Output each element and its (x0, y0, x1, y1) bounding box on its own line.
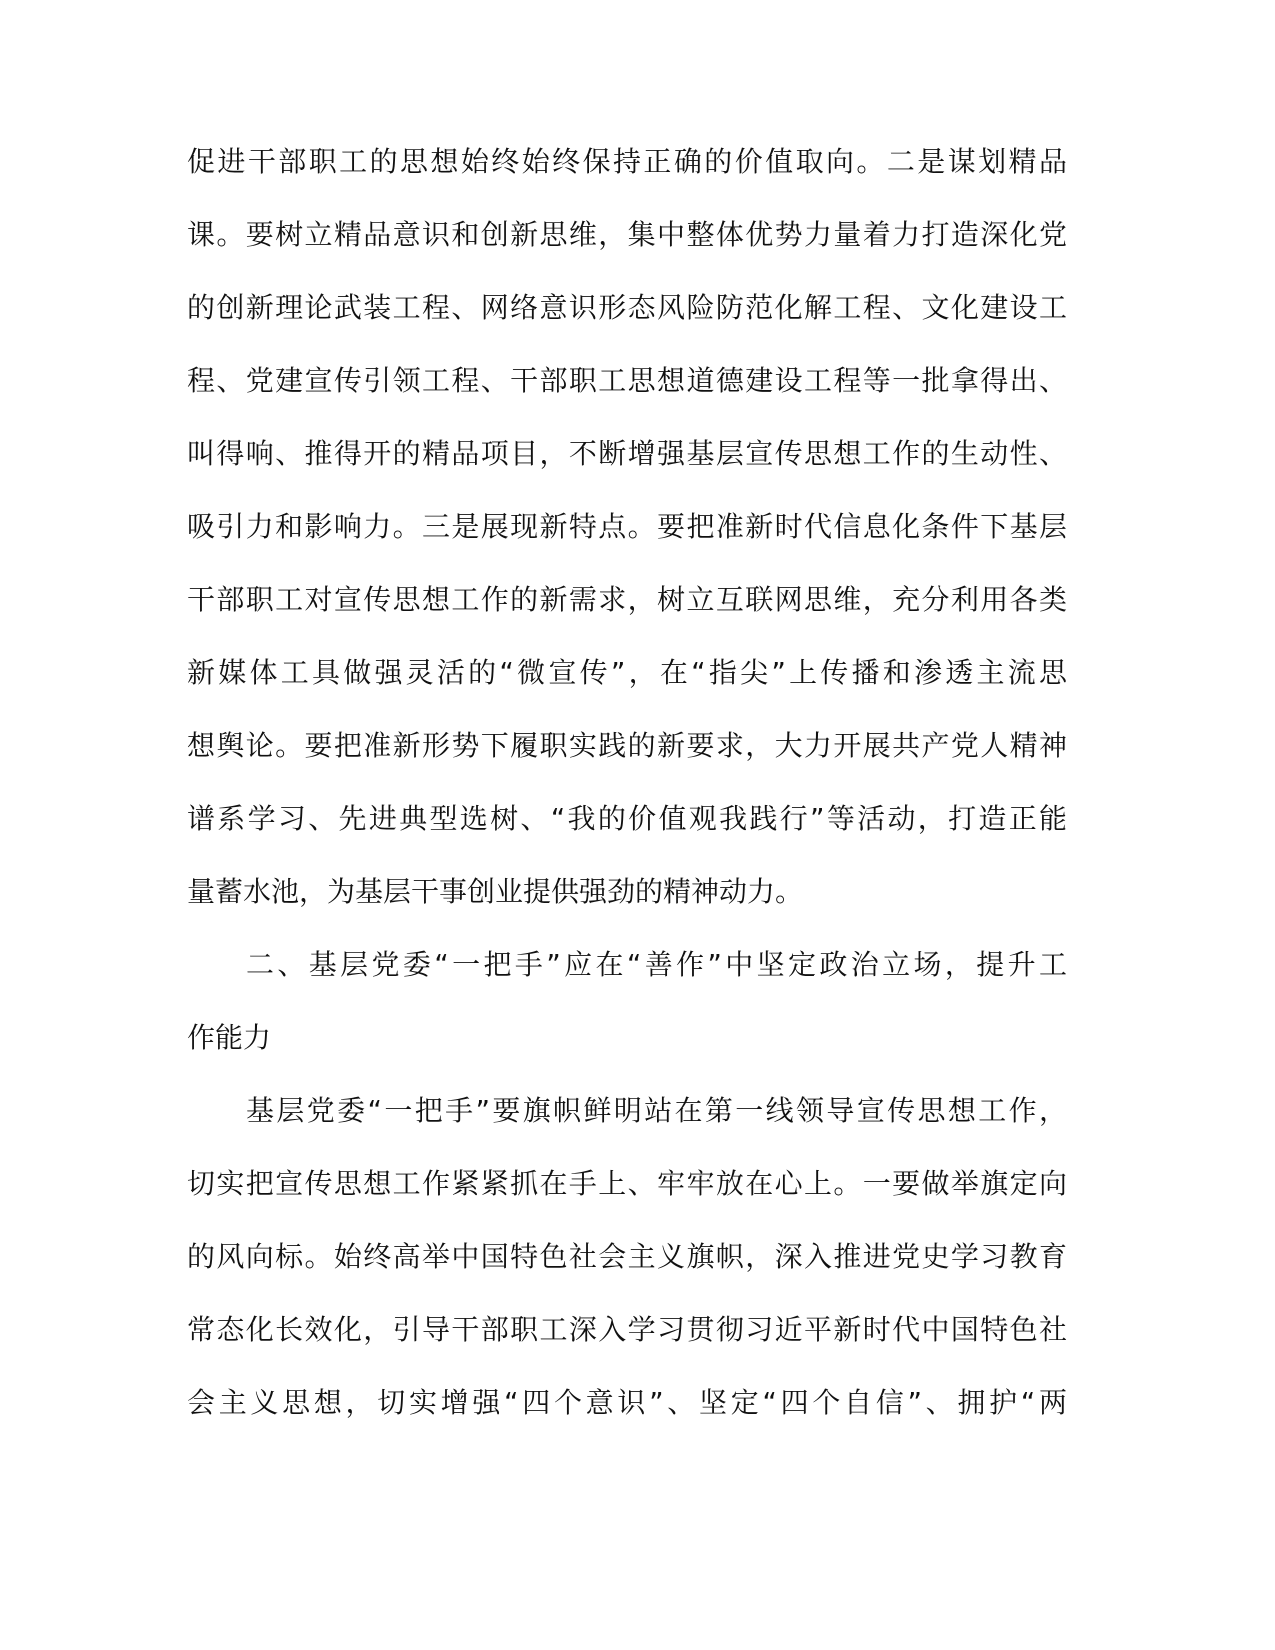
paragraph-line: 的创新理论武装工程、网络意识形态风险防范化解工程、文化建设工 (187, 291, 1067, 324)
paragraph-line: 量蓄水池，为基层干事创业提供强劲的精神动力。 (187, 875, 804, 908)
paragraph-line: 基层党委“一把手”要旗帜鲜明站在第一线领导宣传思想工作， (246, 1094, 1067, 1127)
section-heading-line: 作能力 (187, 1021, 272, 1054)
paragraph-line: 程、党建宣传引领工程、干部职工思想道德建设工程等一批拿得出、 (187, 364, 1067, 397)
paragraph-line: 新媒体工具做强灵活的“微宣传”，在“指尖”上传播和渗透主流思 (187, 656, 1067, 689)
paragraph-line: 吸引力和影响力。三是展现新特点。要把准新时代信息化条件下基层 (187, 510, 1067, 543)
paragraph-line: 切实把宣传思想工作紧紧抓在手上、牢牢放在心上。一要做举旗定向 (187, 1167, 1067, 1200)
paragraph-line: 叫得响、推得开的精品项目，不断增强基层宣传思想工作的生动性、 (187, 437, 1067, 470)
section-heading-line: 二、基层党委“一把手”应在“善作”中坚定政治立场，提升工 (246, 948, 1067, 981)
paragraph-line: 促进干部职工的思想始终始终保持正确的价值取向。二是谋划精品 (187, 145, 1067, 178)
paragraph-line: 的风向标。始终高举中国特色社会主义旗帜，深入推进党史学习教育 (187, 1240, 1067, 1273)
paragraph-line: 干部职工对宣传思想工作的新需求，树立互联网思维，充分利用各类 (187, 583, 1067, 616)
paragraph-line: 课。要树立精品意识和创新思维，集中整体优势力量着力打造深化党 (187, 218, 1067, 251)
paragraph-line: 想舆论。要把准新形势下履职实践的新要求，大力开展共产党人精神 (187, 729, 1067, 762)
paragraph-line: 谱系学习、先进典型选树、“我的价值观我践行”等活动，打造正能 (187, 802, 1067, 835)
paragraph-line: 会主义思想，切实增强“四个意识”、坚定“四个自信”、拥护“两 (187, 1386, 1067, 1419)
paragraph-line: 常态化长效化，引导干部职工深入学习贯彻习近平新时代中国特色社 (187, 1313, 1067, 1346)
